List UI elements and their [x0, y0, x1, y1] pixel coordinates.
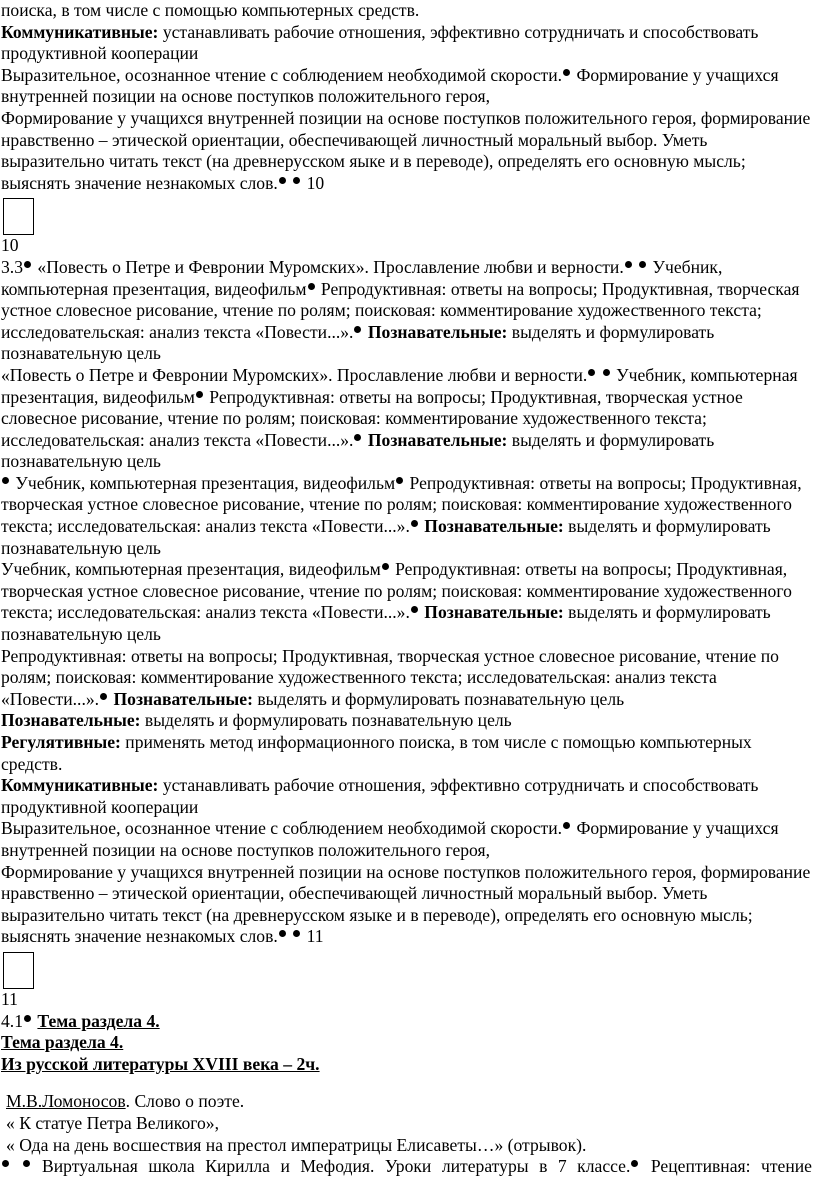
- work-title: « Ода на день восшествия на престол императрицы Елисаветы…» (отрывок).: [6, 1134, 587, 1155]
- bullet-icon: [196, 391, 203, 398]
- text: Репродуктивная: ответы на вопросы; Продуктивная, творческая устное словесное рисование, чтение по ролям; поисковая: комментирование художественного текста; исследовательская: анализ текста «Повести...».: [1, 278, 800, 342]
- label-cognitive: Познавательные:: [1, 710, 141, 731]
- hours-number: 10: [302, 172, 325, 193]
- lesson-paragraph: [1, 559, 816, 645]
- bullet-icon: [354, 434, 361, 441]
- text: Рецептивная: чтение: [640, 1156, 812, 1177]
- label-cognitive: Познавательные:: [109, 688, 253, 709]
- label-cognitive: Познавательные:: [363, 321, 508, 342]
- section-title: Тема раздела 4.: [1, 1032, 124, 1053]
- author-line: [1, 1091, 816, 1113]
- text: Учебник, компьютерная презентация, видеофильм: [1, 364, 798, 407]
- text: Выразительное, осознанное чтение с соблюдением необходимой скорости.: [1, 64, 563, 85]
- lesson-index: 3.3: [1, 256, 23, 277]
- lesson-paragraph: [1, 646, 816, 711]
- text: выделять и формулировать познавательную цель: [1, 516, 771, 558]
- label-communicative: Коммуникативные:: [1, 775, 159, 796]
- text: применять метод информационного поиска, в том числе с помощью компьютерных средств.: [1, 732, 752, 774]
- text: Формирование у учащихся внутренней позиции на основе поступков положительного героя,: [1, 64, 779, 107]
- bullet-icon: [396, 477, 403, 484]
- bullet-icon: [293, 930, 300, 937]
- hours-number: 11: [302, 926, 324, 947]
- section-heading: [1, 1011, 816, 1033]
- label-communicative: Коммуникативные:: [1, 21, 159, 42]
- lesson-paragraph: [1, 365, 816, 473]
- text: Учебник, компьютерная презентация, видеофильм: [1, 559, 381, 580]
- text: выделять и формулировать познавательную цель: [1, 429, 715, 472]
- text: Формирование у учащихся внутренней позиции на основе поступков положительного героя,: [1, 818, 779, 860]
- bullet-icon: [308, 283, 315, 290]
- text: «Повесть о Петре и Февронии Муромских». Прославление любви и верности.: [1, 364, 588, 385]
- formation-paragraph: [1, 108, 816, 194]
- checkbox-square: [3, 952, 34, 989]
- lesson-paragraph: [1, 473, 816, 559]
- bullet-icon: [24, 261, 31, 268]
- formation-paragraph: [1, 862, 816, 948]
- text: Репродуктивная: ответы на вопросы; Продуктивная, творческая устное словесное рисование, чтение по ролям; поисковая: комментирование художественного текста; исследовательская: анализ текста «Повести...».: [1, 472, 802, 537]
- text: Формирование у учащихся внутренней позиции на основе поступков положительного героя, формирование нравственно – этической ориентации, обеспечивающей личностный моральный выбор. Уметь выразительно читать текст (на древнерусском яыке и в переводе), определять его основную мысль; выяснять значение незнакомых слов.: [1, 107, 811, 193]
- text: Репродуктивная: ответы на вопросы; Продуктивная, творческая устное словесное рисование, чтение по ролям; поисковая: комментирование художественного текста; исследовательская: анализ текста «Повести...».: [1, 386, 743, 450]
- author-name: М.В.Ломоносов: [6, 1091, 126, 1112]
- text: выделять и формулировать познавательную цель: [252, 688, 625, 709]
- text: Репродуктивная: ответы на вопросы; Продуктивная, творческая устное словесное рисование, чтение по ролям; поисковая: комментирование художественного текста; исследовательская: анализ текста «Повести...».: [1, 645, 779, 709]
- bullet-icon: [23, 1160, 30, 1167]
- spacer: [1, 1075, 816, 1091]
- section-heading: [1, 1032, 816, 1054]
- text-line: [1, 0, 816, 22]
- text: Формирование у учащихся внутренней позиции на основе поступков положительного героя, формирование нравственно – этической ориентации, обеспечивающей личностный моральный выбор. Уметь выразительно читать текст (на древнерусском языке и в переводе), определять его основную мысль; выяснять значение незнакомых слов.: [1, 861, 811, 947]
- lesson-paragraph: [1, 257, 816, 365]
- text: выделять и формулировать познавательную цель: [1, 321, 715, 364]
- bullet-icon: [24, 1015, 31, 1022]
- bullet-icon: [639, 261, 646, 268]
- bullet-icon: [2, 477, 9, 484]
- label-cognitive: Познавательные:: [419, 516, 564, 537]
- work-title: « К статуе Петра Великого»,: [6, 1112, 220, 1133]
- text: устанавливать рабочие отношения, эффективно сотрудничать и способствовать продуктивной кооперации: [1, 775, 759, 817]
- bullet-icon: [625, 261, 632, 268]
- communicative-paragraph: [1, 775, 816, 818]
- text: Виртуальная школа Кирилла и Мефодия. Уроки литературы в 7 классе.: [31, 1156, 631, 1177]
- bullet-icon: [563, 822, 570, 829]
- checkbox-square: [3, 198, 34, 235]
- bullet-icon: [279, 930, 286, 937]
- label-cognitive: Познавательные:: [363, 429, 508, 450]
- label-cognitive: Познавательные:: [419, 602, 564, 623]
- bullet-icon: [2, 1160, 9, 1167]
- text: Учебник, компьютерная презентация, видеофильм: [11, 472, 396, 493]
- reading-paragraph: [1, 818, 816, 861]
- text: устанавливать рабочие отношения, эффективно сотрудничать и способствовать продуктивной кооперации: [1, 21, 759, 64]
- reading-paragraph: [1, 65, 816, 108]
- lesson-number: 10: [1, 235, 19, 256]
- cognitive-paragraph: [1, 710, 816, 732]
- text: выделять и формулировать познавательную цель: [1, 602, 771, 645]
- bullet-icon: [279, 177, 286, 184]
- text: «Повесть о Петре и Февронии Муромских». Прославление любви и верности.: [33, 256, 624, 277]
- bullet-icon: [603, 369, 610, 376]
- bullet-icon: [563, 69, 570, 76]
- text: выделять и формулировать познавательную цель: [140, 710, 512, 731]
- text: Репродуктивная: ответы на вопросы; Продуктивная, творческая устное словесное рисование, чтение по ролям; поисковая: комментирование художественного текста; исследовательская: анализ текста «Повести...».: [1, 559, 792, 623]
- text: Учебник, компьютерная презентация, видеофильм: [1, 256, 723, 299]
- text: . Слово о поэте.: [125, 1091, 245, 1112]
- bullet-icon: [631, 1160, 638, 1167]
- section-heading: [1, 1054, 816, 1076]
- label-regulatory: Регулятивные:: [1, 732, 121, 752]
- bullet-icon: [411, 520, 418, 527]
- communicative-paragraph: [1, 22, 816, 65]
- section-subtitle: Из русской литературы XVIII века – 2ч.: [1, 1053, 320, 1074]
- lesson-number: 11: [1, 988, 18, 1009]
- text: Выразительное, осознанное чтение с соблюдением необходимой скорости.: [1, 818, 563, 839]
- section-title: Тема раздела 4.: [37, 1010, 160, 1031]
- bullet-icon: [354, 326, 361, 333]
- bullet-icon: [411, 606, 418, 613]
- bullet-icon: [588, 369, 595, 376]
- bullet-icon: [382, 563, 389, 570]
- bullet-icon: [293, 177, 300, 184]
- bullet-icon: [100, 693, 107, 700]
- text: поиска, в том числе с помощью компьютерных средств.: [1, 0, 420, 20]
- regulatory-paragraph: [1, 732, 816, 775]
- lesson-index: 4.1: [1, 1010, 23, 1031]
